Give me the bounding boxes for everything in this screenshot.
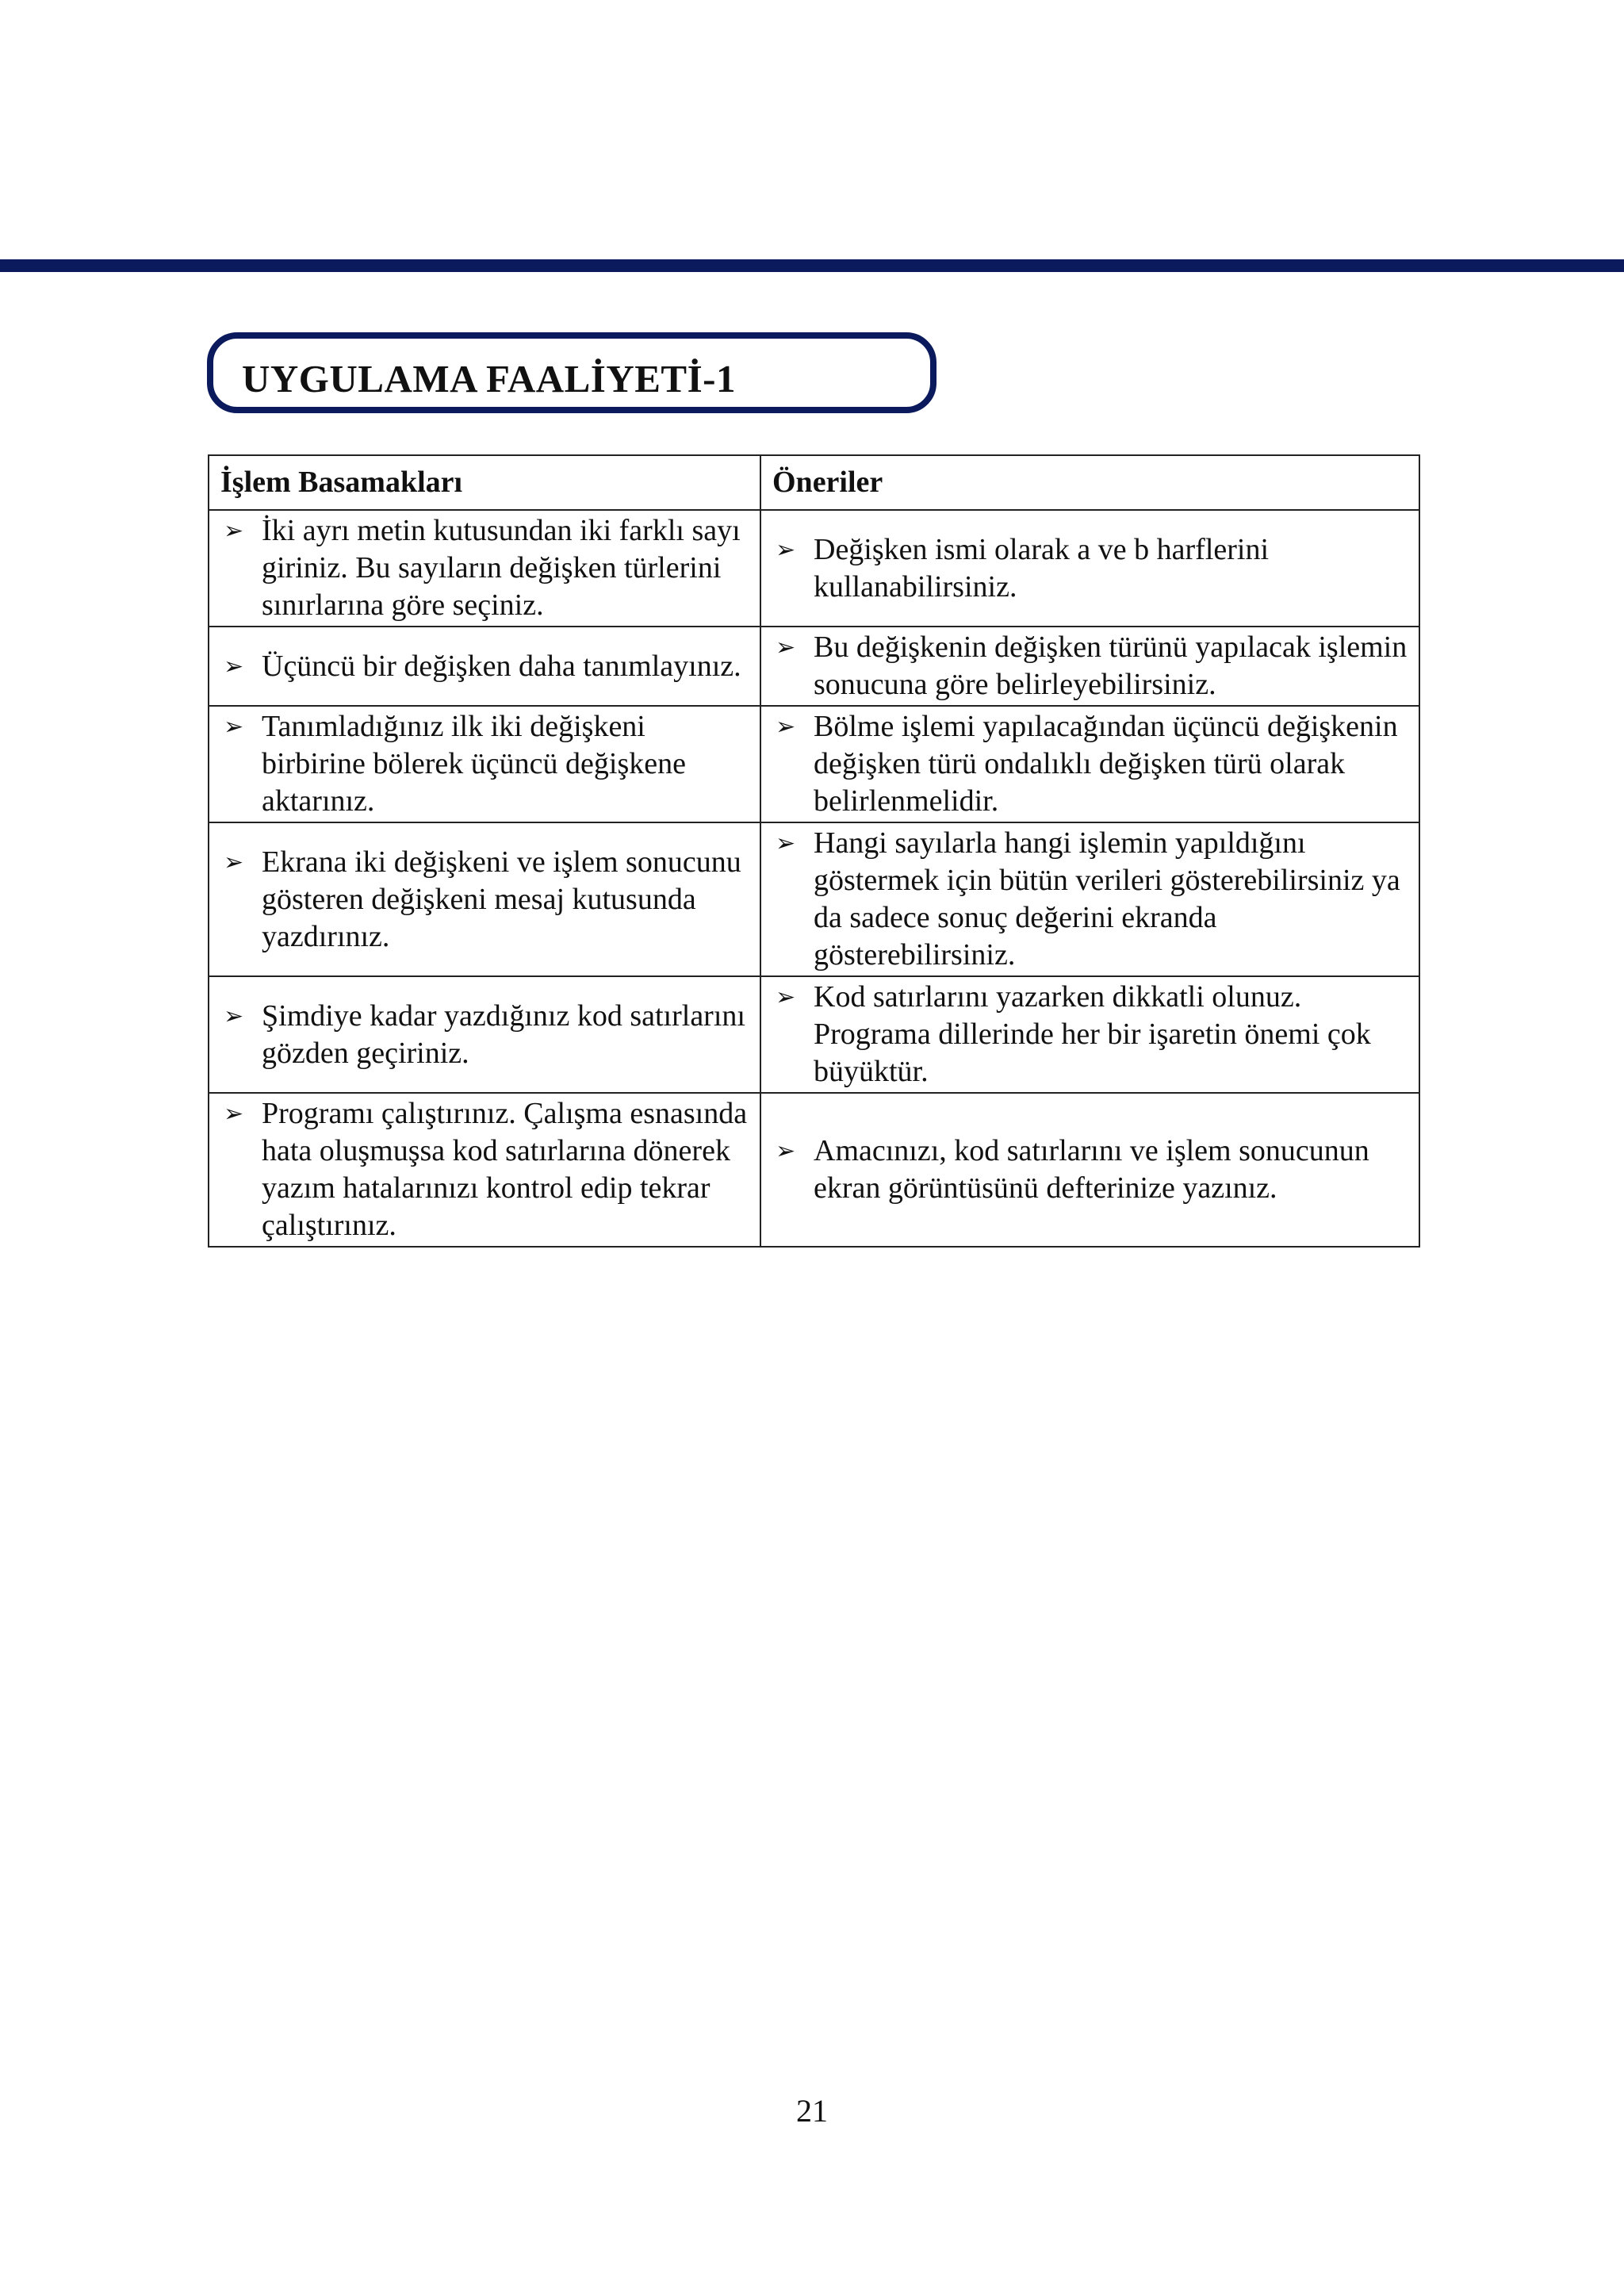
tip-text: Kod satırlarını yazarken dikkatli olunuz. Programa dillerinde her bir işaretin önemi çok büyüktür.	[814, 980, 1371, 1088]
arrowhead-bullet-icon: ➢	[776, 1137, 796, 1165]
table-row	[209, 1093, 1419, 1247]
header-rule	[0, 259, 1624, 272]
step-text: Şimdiye kadar yazdığınız kod satırlarını gözden geçiriniz.	[262, 998, 745, 1070]
step-cell	[209, 976, 760, 1093]
tip-text: Hangi sayılarla hangi işlemin yapıldığını göstermek için bütün verileri gösterebilirsiniz ya da sadece sonuç değerini ekranda gösterebilirsiniz.	[814, 826, 1400, 972]
tip-text: Değişken ismi olarak a ve b harflerini kullanabilirsiniz.	[814, 532, 1270, 604]
tip-cell	[760, 976, 1419, 1093]
column-header-tips: Öneriler	[760, 455, 1419, 510]
arrowhead-bullet-icon: ➢	[224, 713, 244, 741]
table-row	[209, 822, 1419, 976]
arrowhead-bullet-icon: ➢	[776, 634, 796, 661]
table-row	[209, 706, 1419, 822]
tip-cell	[760, 706, 1419, 822]
table-row	[209, 510, 1419, 627]
step-text: Tanımladığınız ilk iki değişkeni birbirine bölerek üçüncü değişkene aktarınız.	[262, 710, 686, 818]
arrowhead-bullet-icon: ➢	[224, 517, 244, 545]
tip-text: Bu değişkenin değişken türünü yapılacak işlemin sonucuna göre belirleyebilirsiniz.	[814, 630, 1408, 701]
arrowhead-bullet-icon: ➢	[224, 848, 244, 876]
step-cell	[209, 1093, 760, 1247]
table-row	[209, 976, 1419, 1093]
arrowhead-bullet-icon: ➢	[776, 535, 796, 564]
activity-title: UYGULAMA FAALİYETİ-1	[242, 356, 736, 401]
step-cell	[209, 627, 760, 706]
tip-cell	[760, 822, 1419, 976]
arrowhead-bullet-icon: ➢	[224, 1002, 244, 1030]
arrowhead-bullet-icon: ➢	[224, 652, 244, 680]
table-row	[209, 627, 1419, 706]
arrowhead-bullet-icon: ➢	[224, 1100, 244, 1128]
tip-text: Amacınızı, kod satırlarını ve işlem sonucunun ekran görüntüsünü defterinize yazınız.	[814, 1134, 1369, 1205]
step-cell	[209, 822, 760, 976]
step-cell	[209, 510, 760, 627]
step-text: Ekrana iki değişkeni ve işlem sonucunu gösteren değişkeni mesaj kutusunda yazdırınız.	[262, 845, 741, 953]
table-header-row	[209, 455, 1419, 510]
tip-cell	[760, 627, 1419, 706]
tip-cell	[760, 1093, 1419, 1247]
arrowhead-bullet-icon: ➢	[776, 713, 796, 741]
page-number: 21	[796, 2093, 828, 2129]
step-text: Programı çalıştırınız. Çalışma esnasında hata oluşmuşsa kod satırlarına dönerek yazım hatalarınızı kontrol edip tekrar çalıştırınız.	[262, 1097, 748, 1242]
step-text: İki ayrı metin kutusundan iki farklı sayı giriniz. Bu sayıların değişken türlerini sınırlarına göre seçiniz.	[262, 514, 741, 622]
arrowhead-bullet-icon: ➢	[776, 830, 796, 857]
step-cell	[209, 706, 760, 822]
arrowhead-bullet-icon: ➢	[776, 983, 796, 1011]
tip-text: Bölme işlemi yapılacağından üçüncü değişkenin değişken türü ondalıklı değişken türü olarak belirlenmelidir.	[814, 710, 1398, 818]
tip-cell	[760, 510, 1419, 627]
column-header-steps: İşlem Basamakları	[209, 455, 760, 510]
activity-table	[208, 454, 1420, 1248]
step-text: Üçüncü bir değişken daha tanımlayınız.	[262, 649, 741, 683]
activity-title-box	[207, 332, 936, 413]
